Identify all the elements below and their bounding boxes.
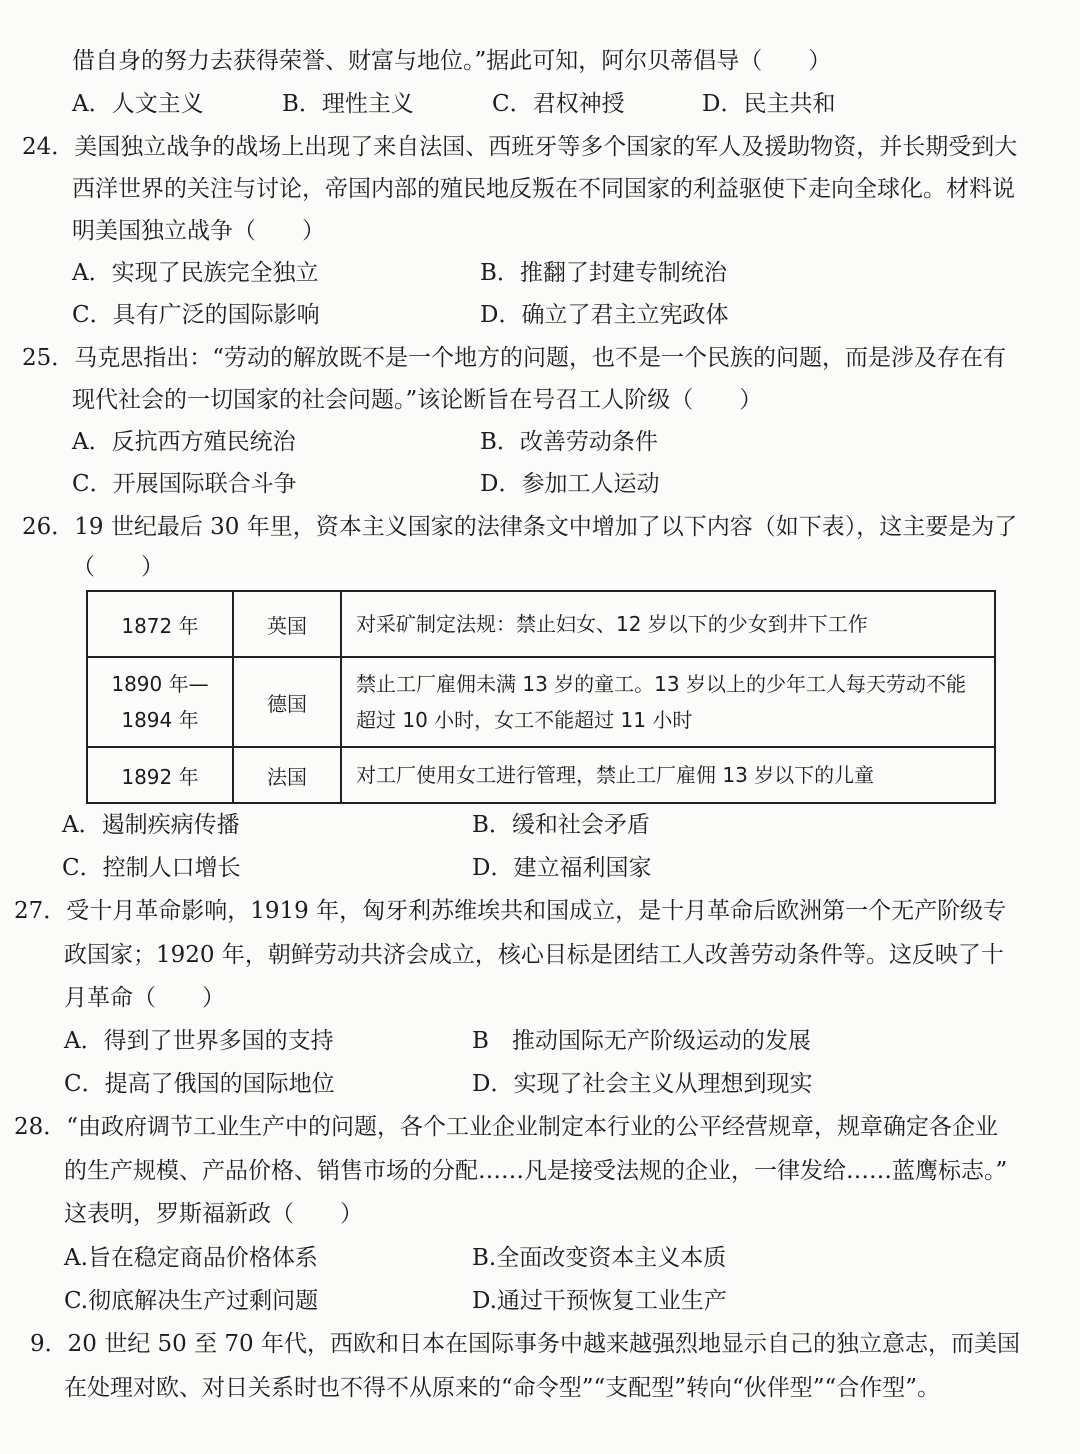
table-cell-content: 对采矿制定法规：禁止妇女、12 岁以下的少女到井下工作 xyxy=(341,591,995,657)
q28-stem-line-1: 28．“由政府调节工业生产中的问题，各个工业企业制定本行业的公平经营规章，规章确定各企业 xyxy=(14,1114,999,1140)
q27-option-b: B 推动国际无产阶级运动的发展 xyxy=(472,1028,811,1054)
table-cell-content: 对工厂使用女工进行管理，禁止工厂雇佣 13 岁以下的儿童 xyxy=(341,747,995,803)
q25-stem-line-1: 25．马克思指出：“劳动的解放既不是一个地方的问题，也不是一个民族的问题，而是涉及存在有 xyxy=(22,345,1007,371)
q23-option-b: B．理性主义 xyxy=(282,91,414,117)
q26-stem-line-1: 26．19 世纪最后 30 年里，资本主义国家的法律条文中增加了以下内容（如下表），这主要是为了 xyxy=(22,514,1018,540)
q24-stem-line-3: 明美国独立战争（ ） xyxy=(72,218,325,244)
table-cell-year: 1892 年 xyxy=(87,747,233,803)
q25-option-d: D．参加工人运动 xyxy=(480,471,660,497)
q25-stem-line-2: 现代社会的一切国家的社会问题。”该论断旨在号召工人阶级（ ） xyxy=(72,387,763,413)
q27-option-a: A．得到了世界多国的支持 xyxy=(64,1028,334,1054)
law-table xyxy=(86,590,996,804)
table-cell-country: 德国 xyxy=(233,657,341,747)
q23-option-a: A．人文主义 xyxy=(72,91,204,117)
q29-stem-line-2: 在处理对欧、对日关系时也不得不从原来的“命令型”“支配型”转向“伙伴型”“合作型”。 xyxy=(64,1375,941,1401)
q23-option-c: C．君权神授 xyxy=(492,91,625,117)
q26-option-b: B．缓和社会矛盾 xyxy=(472,812,650,838)
q24-option-b: B．推翻了封建专制统治 xyxy=(480,260,727,286)
q28-option-c: C.彻底解决生产过剩问题 xyxy=(64,1288,319,1314)
q27-option-c: C．提高了俄国的国际地位 xyxy=(64,1071,335,1097)
q28-option-b: B.全面改变资本主义本质 xyxy=(472,1245,727,1271)
table-row xyxy=(87,591,995,657)
q26-stem-line-2: （ ） xyxy=(72,554,164,580)
table-cell-year: 1872 年 xyxy=(87,591,233,657)
q26-option-a: A．遏制疾病传播 xyxy=(62,812,240,838)
table-row xyxy=(87,747,995,803)
q25-option-a: A．反抗西方殖民统治 xyxy=(72,429,296,455)
q23-option-d: D．民主共和 xyxy=(702,91,836,117)
q24-stem-line-1: 24．美国独立战争的战场上出现了来自法国、西班牙等多个国家的军人及援助物资，并长期受到大 xyxy=(22,134,1018,160)
q28-option-a: A.旨在稳定商品价格体系 xyxy=(64,1245,318,1271)
q27-stem-line-3: 月革命（ ） xyxy=(64,985,225,1011)
table-cell-country: 英国 xyxy=(233,591,341,657)
q24-option-d: D．确立了君主立宪政体 xyxy=(480,302,729,328)
table-cell-year: 1890 年—1894 年 xyxy=(87,657,233,747)
table-row xyxy=(87,657,995,747)
table-cell-content: 禁止工厂雇佣未满 13 岁的童工。13 岁以上的少年工人每天劳动不能超过 10 小时，女工不能超过 11 小时 xyxy=(341,657,995,747)
q24-option-a: A．实现了民族完全独立 xyxy=(72,260,319,286)
q27-option-d: D．实现了社会主义从理想到现实 xyxy=(472,1071,813,1097)
q23-stem-line-1: 借自身的努力去获得荣誉、财富与地位。”据此可知，阿尔贝蒂倡导（ ） xyxy=(72,48,832,74)
q24-stem-line-2: 西洋世界的关注与讨论，帝国内部的殖民地反叛在不同国家的利益驱使下走向全球化。材料说 xyxy=(72,176,1015,202)
q26-option-c: C．控制人口增长 xyxy=(62,855,241,881)
q29-stem-line-1: 9．20 世纪 50 至 70 年代，西欧和日本在国际事务中越来越强烈地显示自己的独立意志，而美国 xyxy=(30,1331,1020,1357)
q25-option-c: C．开展国际联合斗争 xyxy=(72,471,297,497)
q27-stem-line-1: 27．受十月革命影响，1919 年，匈牙利苏维埃共和国成立，是十月革命后欧洲第一个无产阶级专 xyxy=(14,898,1007,924)
q25-option-b: B．改善劳动条件 xyxy=(480,429,658,455)
q28-option-d: D.通过干预恢复工业生产 xyxy=(472,1288,727,1314)
q26-option-d: D．建立福利国家 xyxy=(472,855,652,881)
table-cell-country: 法国 xyxy=(233,747,341,803)
q28-stem-line-2: 的生产规模、产品价格、销售市场的分配……凡是接受法规的企业，一律发给……蓝鹰标志。” xyxy=(64,1158,1008,1184)
q28-stem-line-3: 这表明，罗斯福新政（ ） xyxy=(64,1201,363,1227)
q24-option-c: C．具有广泛的国际影响 xyxy=(72,302,320,328)
q27-stem-line-2: 政国家；1920 年，朝鲜劳动共济会成立，核心目标是团结工人改善劳动条件等。这反映了十 xyxy=(64,942,1004,968)
